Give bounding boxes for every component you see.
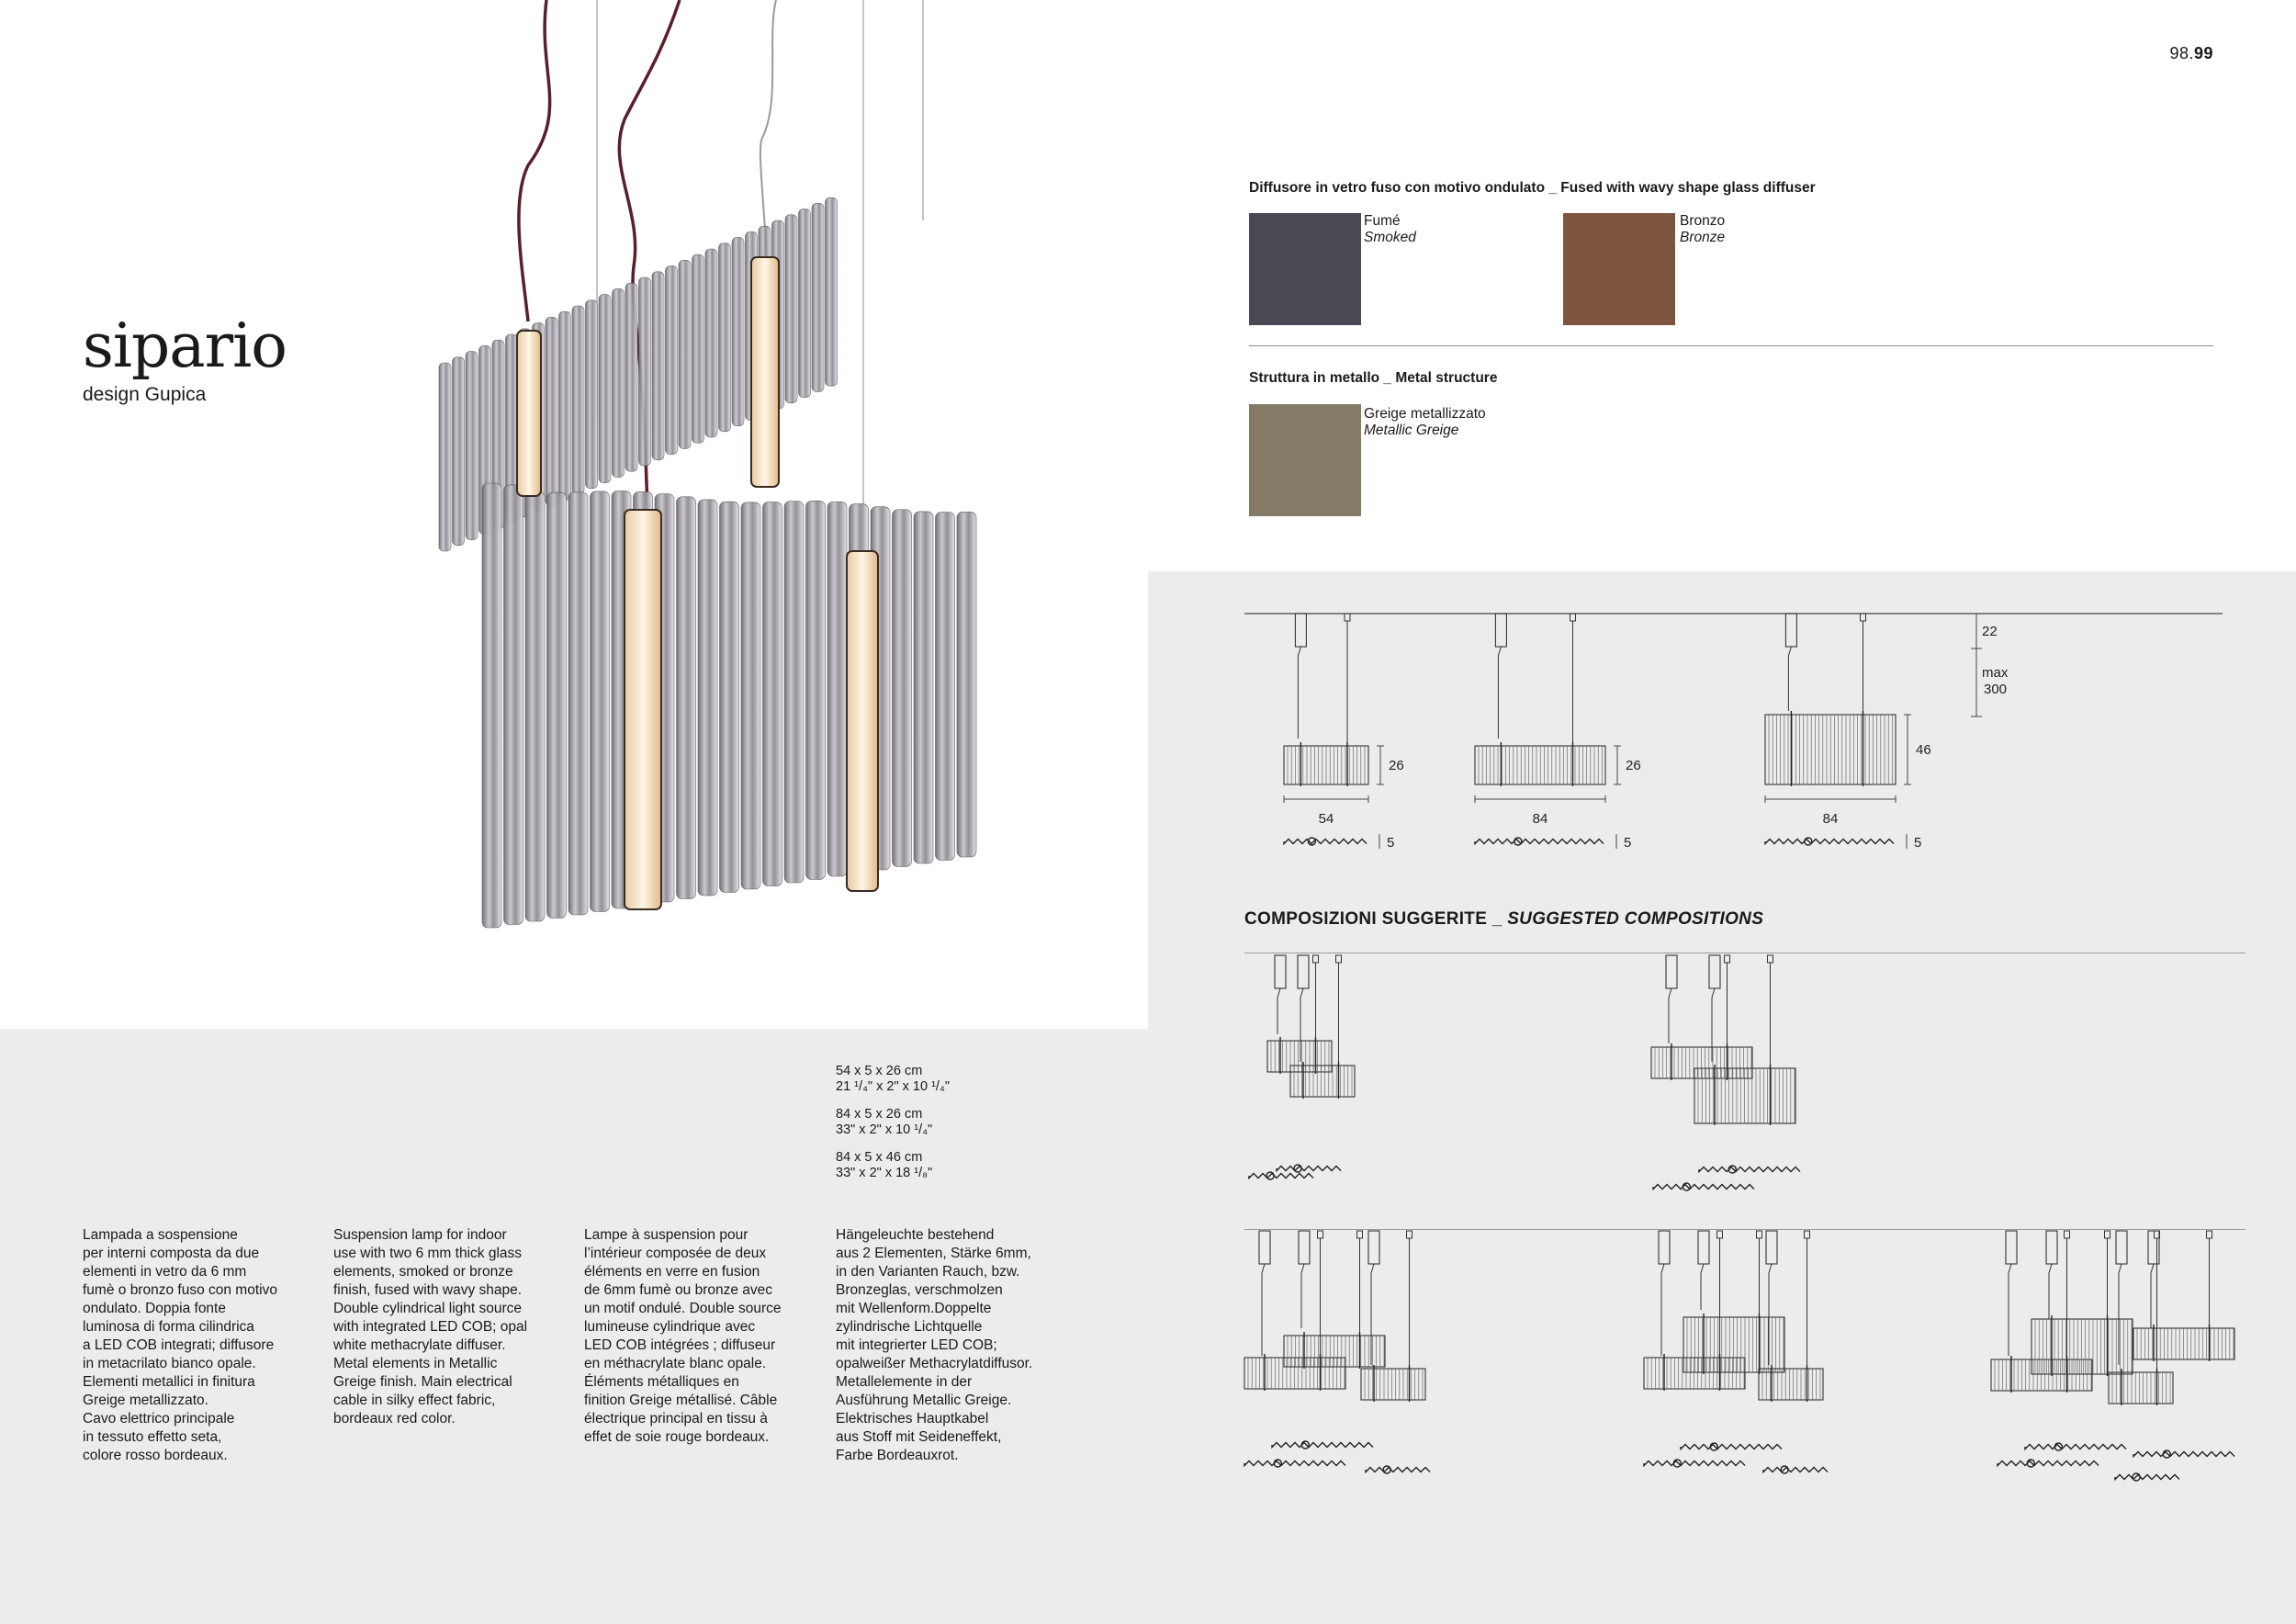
top-view-symbol — [1272, 1441, 1373, 1449]
glass-fin — [439, 363, 451, 551]
glass-fin — [812, 203, 824, 391]
glass-fin — [591, 491, 610, 912]
top-view-symbol — [1249, 1172, 1313, 1179]
dimension-item: 84 x 5 x 26 cm 33" x 2" x 10 ¹/₄" — [836, 1107, 933, 1137]
description-german: Hängeleuchte bestehend aus 2 Elementen, Stärke 6mm, in den Varianten Rauch, bzw. Bronzeglas, verschmolzen mit Wellenform.Doppelte zylindrische Lichtquelle mit integrierter LED COB; opalweißer Methacrylatdiffusor. Metallelemente in der Ausführung Metallic Greige. Elektrisches Hauptkabel aus Stoff mit Seideneffekt, Farbe Bordeauxrot. — [836, 1227, 1033, 1463]
glass-fin — [957, 512, 976, 857]
description-english: Suspension lamp for indoor use with two 6 mm thick glass elements, smoked or bronze finish, fused with wavy shape. Double cylindrical light source with integrated LED COB; opal white methacrylate diffuser. Metal elements in Metallic Greige finish. Main electrical cable in silky effect fabric, bordeaux red color. — [333, 1227, 528, 1427]
glass-fin — [546, 317, 557, 505]
led-tube — [847, 551, 878, 891]
swatch-smoked — [1249, 213, 1361, 325]
top-view-symbol — [1366, 1466, 1430, 1473]
description-french: Lampe à suspension pour l’intérieur composée de deux éléments en verre en fusion de 6mm fumè ou bronze avec un motif ondulé. Double source lumineuse cylindrique avec LED COB intégrées ; diffuseur en méthacrylate blanc opale. Éléments métalliques en finition Greige métallisé. Câble électrique principal en tissu à effet de soie rouge bordeaux. — [584, 1227, 782, 1445]
glass-fin — [720, 502, 739, 892]
led-tube — [751, 257, 779, 487]
glass-fin — [559, 311, 571, 500]
top-view-symbol — [1765, 838, 1894, 845]
dim-22: 22 — [1982, 624, 1998, 639]
glass-fin — [525, 491, 545, 921]
glass-fin — [719, 243, 731, 432]
top-view-symbol — [1475, 838, 1604, 845]
glass-fin — [826, 197, 838, 386]
lamp-unit-drawing — [1284, 614, 1368, 786]
lamp-unit-drawing — [1267, 955, 1332, 1074]
dimension-item: 84 x 5 x 46 cm 33" x 2" x 18 ¹/₈" — [836, 1150, 933, 1180]
glass-fin — [741, 502, 760, 889]
glass-fin — [784, 502, 804, 883]
dim-depth: 5 — [1624, 835, 1632, 851]
glass-fin — [677, 497, 696, 899]
dim-height: 26 — [1626, 758, 1641, 773]
top-view-symbol — [2025, 1443, 2126, 1450]
dim-max-300: 300 — [1984, 682, 2008, 697]
dim-height: 46 — [1916, 742, 1931, 758]
top-view-symbol — [1244, 1460, 1345, 1467]
glass-fin — [698, 500, 717, 896]
description-italian: Lampada a sospensione per interni composta da due elementi in vetro da 6 mm fumè o bronzo fuso con motivo ondulato. Doppia fonte luminosa di forma cilindrica a LED COB integrati; diffusore in metacrilato bianco opale. Elementi metallici in finitura Greige metallizzato. Cavo elettrico principale in tessuto effetto seta, colore rosso bordeaux. — [83, 1227, 277, 1463]
lamp-unit-drawing — [1694, 955, 1795, 1125]
glass-fin — [639, 277, 651, 466]
dim-width: 54 — [1318, 811, 1334, 827]
swatch-metallic-greige — [1249, 404, 1361, 516]
glass-fin — [806, 501, 826, 879]
glass-fin — [679, 260, 691, 448]
lamp-unit-drawing — [2109, 1231, 2173, 1405]
lamp-unit-drawing — [1765, 614, 1896, 786]
glass-fin — [482, 483, 501, 928]
lamp-unit-drawing — [1290, 955, 1355, 1099]
glass-fin — [666, 266, 678, 455]
glass-fin — [893, 510, 912, 867]
led-tube — [517, 331, 541, 496]
glass-fin — [547, 492, 567, 918]
swatch-bronze-label: Bronzo Bronze — [1680, 213, 1726, 245]
swatch-bronze — [1563, 213, 1675, 325]
top-view-symbol — [1644, 1460, 1745, 1467]
glass-fin — [453, 357, 465, 546]
glass-fin — [613, 288, 625, 477]
glass-fin — [568, 492, 588, 915]
dim-width: 84 — [1822, 811, 1839, 827]
top-view-symbol — [1277, 1165, 1341, 1172]
compositions-heading: COMPOSIZIONI SUGGERITE _ SUGGESTED COMPOSITIONS — [1244, 909, 1764, 929]
lamp-unit-drawing — [1651, 955, 1752, 1080]
top-view-symbol — [1699, 1166, 1800, 1173]
top-view-symbol — [1763, 1466, 1828, 1473]
swatch-metallic-greige-label: Greige metallizzato Metallic Greige — [1364, 406, 1486, 438]
product-photo — [422, 0, 992, 937]
top-view-symbol — [2133, 1450, 2234, 1458]
glass-fin — [625, 283, 637, 471]
top-view-symbol — [2115, 1473, 2179, 1481]
dimensions-list — [836, 1064, 950, 1193]
glass-fin — [504, 485, 523, 925]
dim-depth: 5 — [1914, 835, 1922, 851]
lamp-unit-drawing — [1475, 614, 1605, 786]
top-view-symbol — [1998, 1460, 2099, 1467]
glass-fin — [692, 254, 704, 443]
product-designer: design Gupica — [83, 384, 207, 405]
led-tube — [625, 510, 661, 909]
product-title: sipario — [83, 310, 287, 381]
dim-width: 84 — [1532, 811, 1548, 827]
glass-fin — [586, 300, 598, 489]
lamp-unit-drawing — [1361, 1231, 1425, 1402]
lamp-unit-drawing — [1991, 1231, 2092, 1393]
power-cable — [519, 0, 550, 321]
lamp-unit-drawing — [2133, 1231, 2234, 1361]
swatch-smoked-label: Fumé Smoked — [1364, 213, 1416, 245]
top-view-symbol — [1681, 1443, 1782, 1450]
power-cable — [760, 0, 776, 257]
glass-fin — [466, 352, 478, 540]
dim-depth: 5 — [1387, 835, 1395, 851]
dim-height: 26 — [1389, 758, 1404, 773]
page-number: 98.99 — [2169, 44, 2213, 62]
compositions-drawings — [1148, 946, 2296, 1497]
dim-max-label: max — [1982, 665, 2009, 681]
glass-fin — [799, 209, 811, 398]
technical-drawing — [1148, 571, 2296, 884]
glass-fin — [599, 295, 611, 483]
glass-fin — [827, 502, 847, 876]
structure-heading: Struttura in metallo _ Metal structure — [1249, 370, 1498, 386]
glass-fin — [705, 249, 717, 437]
glass-fin — [572, 306, 584, 494]
lamp-unit-drawing — [1759, 1231, 1823, 1402]
lamp-unit-drawing — [1644, 1231, 1745, 1391]
lamp-unit-drawing — [1284, 1231, 1385, 1369]
glass-fin — [914, 512, 933, 863]
glass-fin — [652, 272, 664, 460]
glass-fin — [732, 238, 744, 426]
lamp-unit-drawing — [2032, 1231, 2133, 1376]
dimension-item: 54 x 5 x 26 cm 21 ¹/₄" x 2" x 10 ¹/₄" — [836, 1064, 950, 1094]
glass-fin — [785, 215, 797, 403]
glass-fin — [763, 502, 782, 886]
diffuser-heading: Diffusore in vetro fuso con motivo ondulato _ Fused with wavy shape glass diffuser — [1249, 180, 1816, 196]
glass-fin — [936, 513, 955, 861]
lower-glass-diffuser — [482, 483, 976, 928]
top-view-symbol — [1284, 838, 1367, 845]
finish-divider — [1249, 345, 2213, 346]
top-view-symbol — [1653, 1183, 1754, 1190]
